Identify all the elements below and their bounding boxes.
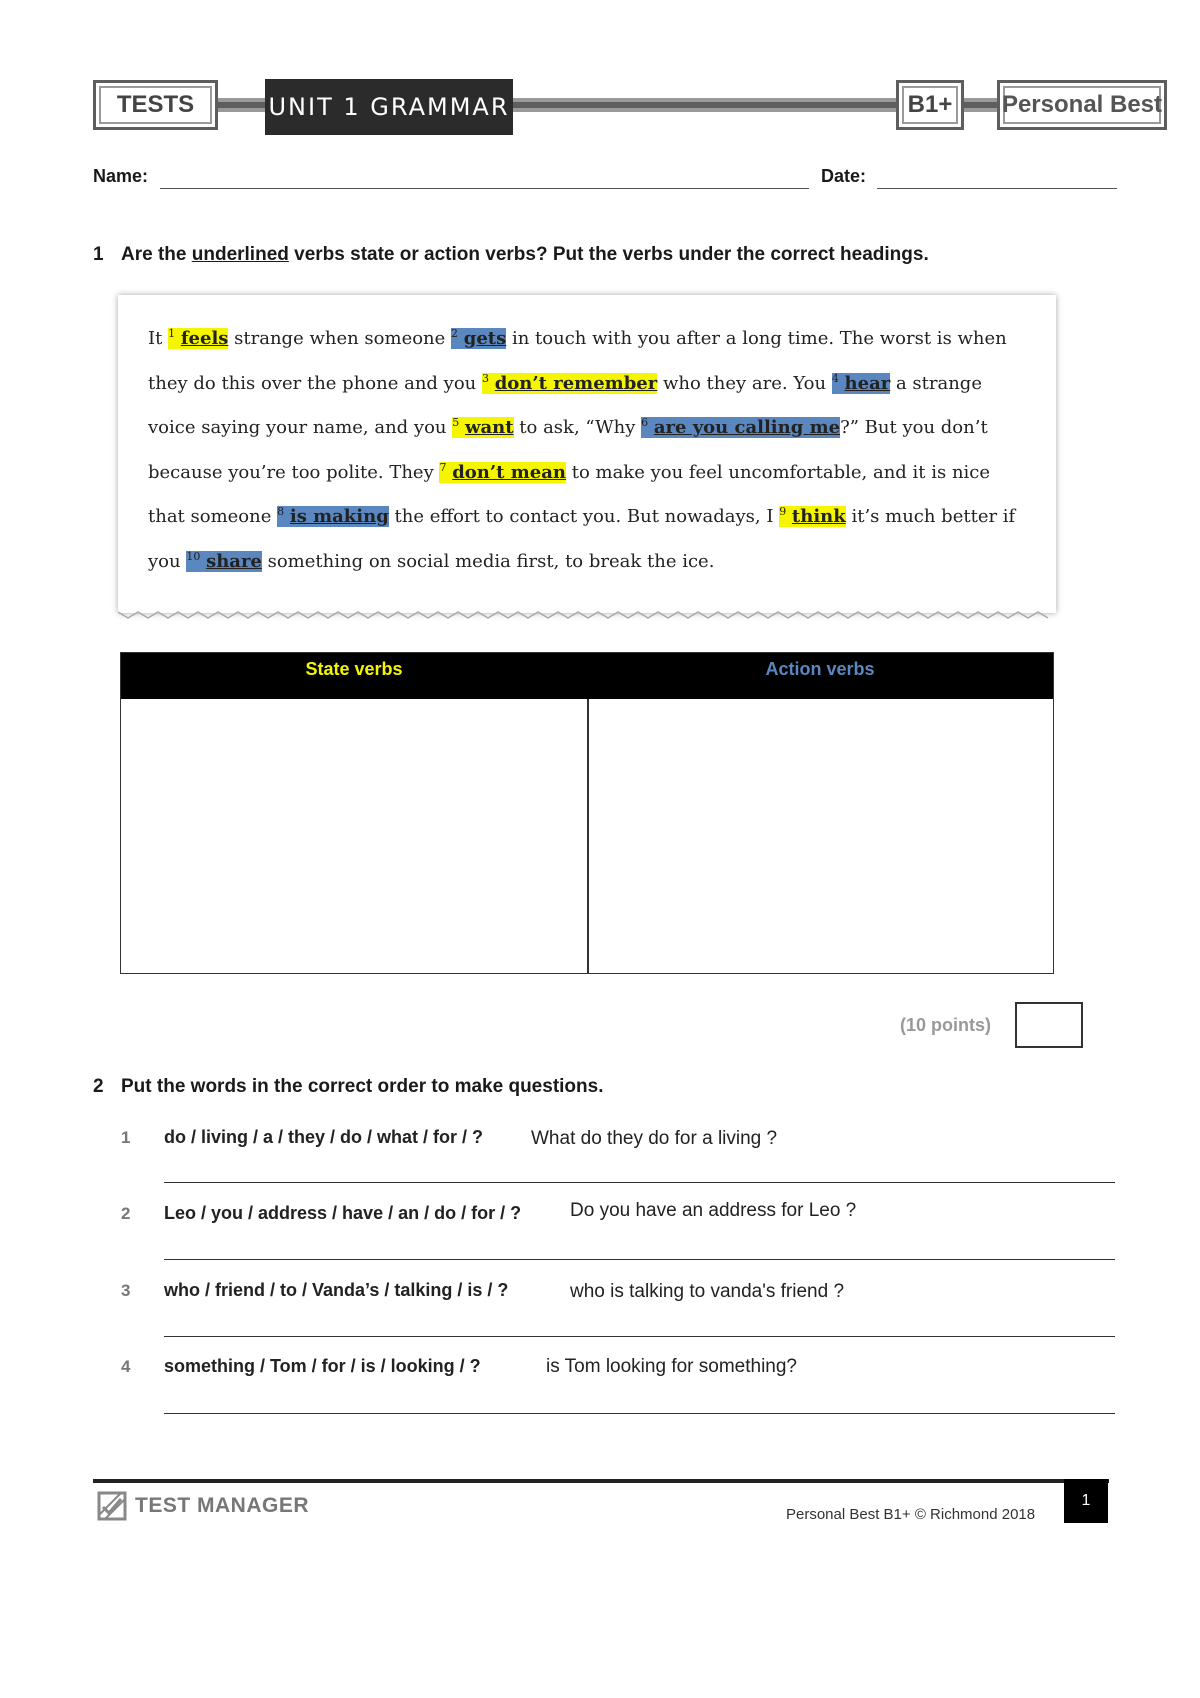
underlined-verb: gets bbox=[463, 328, 507, 349]
underlined-verb: think bbox=[791, 506, 846, 528]
test-manager-icon bbox=[97, 1491, 127, 1521]
state-verbs-cell[interactable] bbox=[121, 699, 587, 973]
name-field[interactable] bbox=[160, 188, 809, 189]
tests-label: TESTS bbox=[116, 91, 195, 118]
underlined-verb: want bbox=[465, 417, 514, 439]
q1-points: (10 points) bbox=[900, 1015, 992, 1035]
q2-number: 2 bbox=[93, 1076, 104, 1097]
verb-number: 8 bbox=[277, 505, 285, 519]
tests-label-box bbox=[93, 80, 218, 130]
reading-text-segment: to make you feel uncomfortable, and it is nice that someone bbox=[148, 461, 991, 528]
q2-answer-line bbox=[164, 1182, 1115, 1183]
reading-text-segment: something on social media first, to break the ice. bbox=[261, 550, 715, 572]
copyright: Personal Best B1+ © Richmond 2018 bbox=[786, 1506, 1036, 1523]
unit-title bbox=[265, 79, 513, 135]
reading-text-segment: it’s much better if you bbox=[148, 506, 1016, 572]
reading-text-segment: in touch with you after a long time. The worst is when they do this over the phone and you bbox=[148, 328, 1007, 394]
underlined-verb: is making bbox=[289, 506, 389, 528]
reading-text-segment: a strange voice saying your name, and you bbox=[148, 372, 982, 439]
unit-title-text: UNIT 1 GRAMMAR bbox=[268, 93, 510, 121]
q2-item-number: 1 bbox=[121, 1128, 131, 1147]
highlighted-verb-5 bbox=[452, 417, 513, 438]
q2-item-answer[interactable]: who is talking to vanda's friend ? bbox=[570, 1281, 845, 1302]
underlined-verb: feels bbox=[180, 328, 229, 349]
q2-item-prompt: Leo / you / address / have / an / do / for / ? bbox=[164, 1203, 522, 1223]
q2-item-number: 4 bbox=[121, 1357, 131, 1376]
q1-number: 1 bbox=[93, 244, 104, 265]
state-verbs-header: State verbs bbox=[305, 659, 403, 679]
underlined-verb: hear bbox=[844, 372, 891, 394]
brand-logo: Personal Best bbox=[1001, 91, 1163, 118]
verb-number: 6 bbox=[641, 416, 649, 430]
underlined-verb: don’t mean bbox=[452, 461, 566, 483]
page-number: 1 bbox=[1064, 1479, 1108, 1523]
level-label: B1+ bbox=[907, 91, 953, 118]
q1-score-box[interactable] bbox=[1015, 1002, 1083, 1048]
q2-answer-line bbox=[164, 1259, 1115, 1260]
highlighted-verb-4 bbox=[832, 373, 890, 394]
highlighted-verb-8 bbox=[277, 506, 389, 527]
q1-title: Are the underlined verbs state or action verbs? Put the verbs under the correct headings. bbox=[121, 244, 929, 265]
reading-text-segment: It bbox=[148, 328, 169, 349]
date-label: Date: bbox=[821, 166, 867, 186]
q2-answer-line bbox=[164, 1336, 1115, 1337]
date-field[interactable] bbox=[877, 188, 1117, 189]
test-manager-text: TEST MANAGER bbox=[135, 1494, 309, 1517]
verb-number: 4 bbox=[831, 371, 839, 385]
underlined-verb: share bbox=[206, 550, 262, 572]
reading-text-segment: to ask, “Why bbox=[513, 417, 642, 439]
highlighted-verb-6 bbox=[641, 417, 840, 438]
verb-number: 1 bbox=[168, 327, 176, 340]
q2-item-number: 2 bbox=[121, 1204, 131, 1223]
q2-item-prompt: something / Tom / for / is / looking / ? bbox=[164, 1356, 481, 1376]
highlighted-verb-9 bbox=[779, 506, 846, 527]
torn-edge bbox=[118, 609, 1056, 621]
reading-text-segment: the effort to contact you. But nowadays, I bbox=[388, 506, 780, 528]
reading-text-box bbox=[118, 295, 1056, 613]
q2-item-answer[interactable]: Do you have an address for Leo ? bbox=[570, 1200, 857, 1221]
q2-item-answer[interactable]: is Tom looking for something? bbox=[546, 1356, 797, 1377]
verbs-table bbox=[120, 652, 1054, 974]
q2-item-answer[interactable]: What do they do for a living ? bbox=[531, 1128, 778, 1149]
q1-title-underlined: underlined bbox=[191, 244, 289, 265]
reading-text-segment: who they are. You bbox=[657, 372, 832, 394]
reading-text-segment: strange when someone bbox=[228, 328, 452, 349]
highlighted-verb-10 bbox=[186, 551, 262, 572]
verb-number: 9 bbox=[779, 505, 787, 519]
verb-number: 10 bbox=[186, 549, 201, 563]
q2-item-number: 3 bbox=[121, 1281, 131, 1300]
highlighted-verb-1 bbox=[168, 328, 228, 349]
level-box bbox=[896, 80, 964, 130]
name-label: Name: bbox=[93, 166, 149, 186]
verb-number: 2 bbox=[451, 327, 459, 340]
test-manager-logo bbox=[97, 1491, 309, 1521]
reading-text-segment: ?” But you don’t because you’re too polite. They bbox=[148, 417, 988, 483]
highlighted-verb-2 bbox=[451, 328, 506, 349]
q2-title: Put the words in the correct order to make questions. bbox=[121, 1076, 604, 1097]
underlined-verb: are you calling me bbox=[653, 417, 841, 439]
verb-number: 3 bbox=[481, 371, 489, 385]
q2-item-prompt: who / friend / to / Vanda’s / talking / is / ? bbox=[164, 1280, 509, 1300]
highlighted-verb-3 bbox=[482, 373, 657, 394]
verb-number: 5 bbox=[452, 416, 460, 430]
footer-rule bbox=[93, 1479, 1109, 1483]
verb-number: 7 bbox=[439, 460, 447, 474]
highlighted-verb-7 bbox=[439, 462, 566, 483]
q2-answer-line bbox=[164, 1413, 1115, 1414]
q2-item-prompt: do / living / a / they / do / what / for / ? bbox=[164, 1127, 484, 1147]
underlined-verb: don’t remember bbox=[494, 372, 658, 394]
brand-box bbox=[997, 80, 1167, 130]
reading-text bbox=[148, 317, 1028, 585]
action-verbs-cell[interactable] bbox=[587, 699, 1053, 973]
action-verbs-header: Action verbs bbox=[765, 659, 875, 679]
